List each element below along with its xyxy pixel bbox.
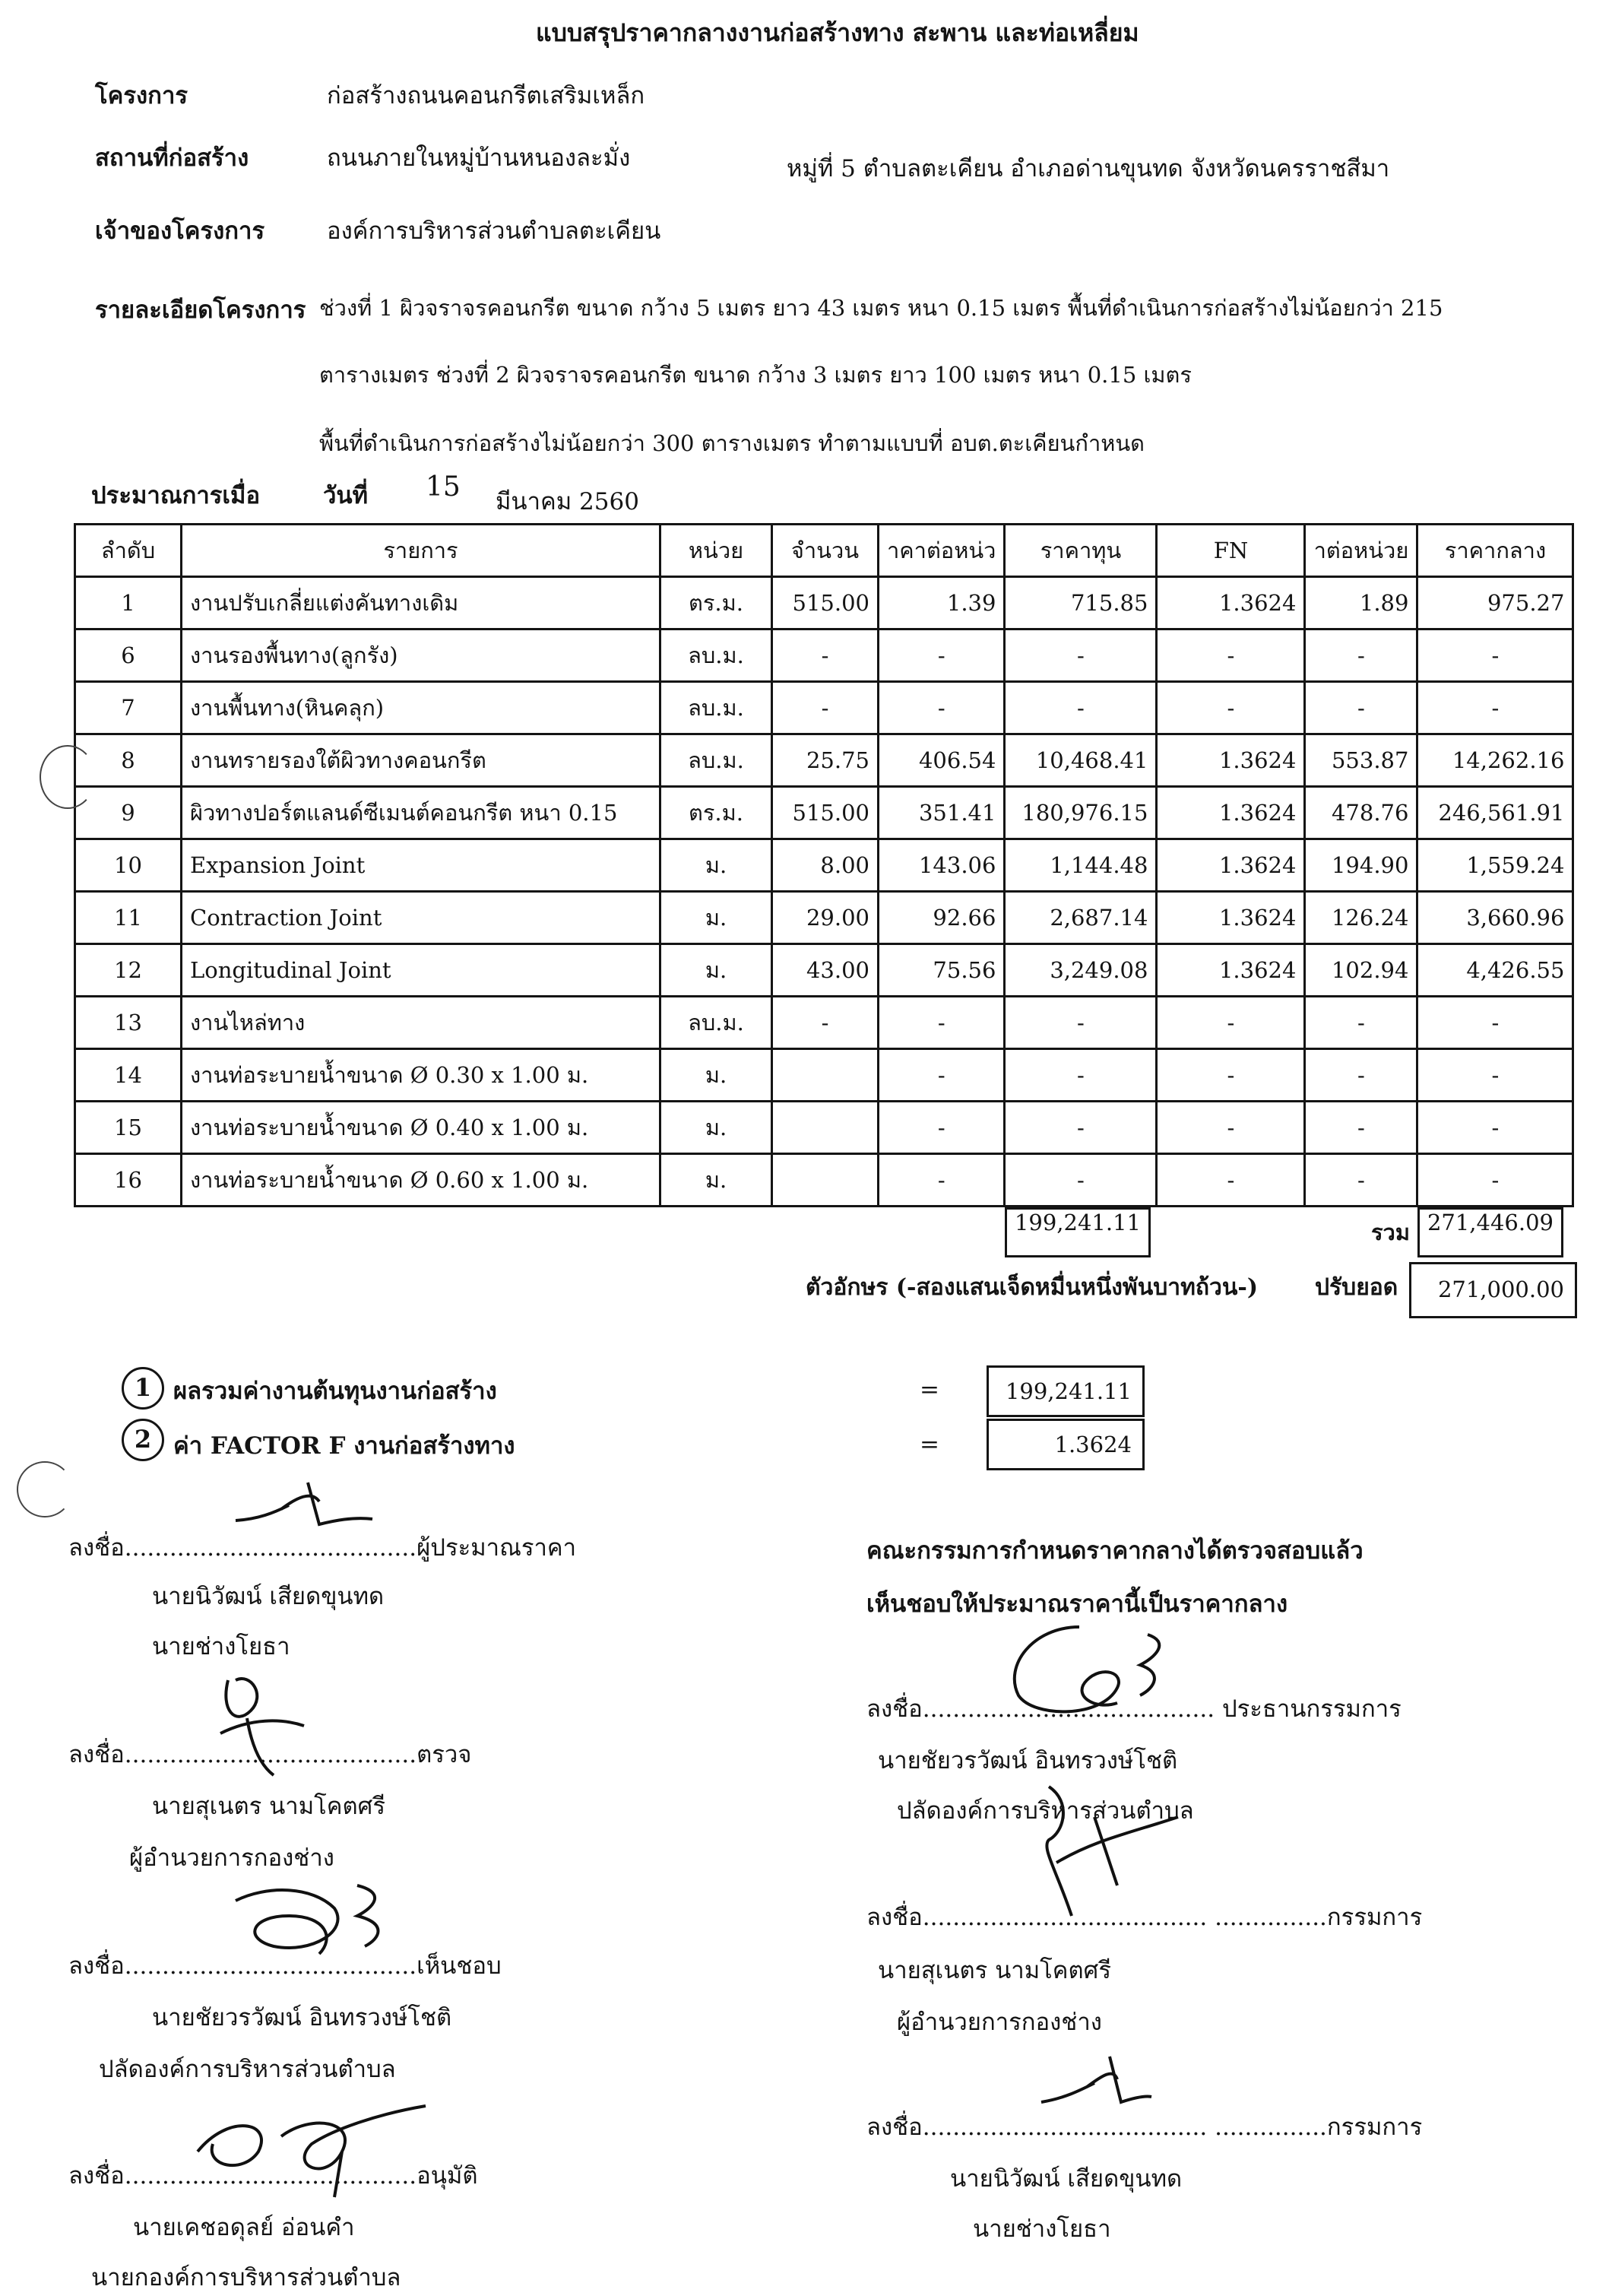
row-seq: 8 xyxy=(75,734,182,787)
handwritten-signature xyxy=(205,1665,312,1779)
row-unit-cost: - xyxy=(879,1049,1005,1102)
table-header-row xyxy=(75,525,1573,577)
row-cost: 2,687.14 xyxy=(1005,892,1157,944)
row-median-price: - xyxy=(1417,1154,1573,1207)
total-cost: 199,241.11 xyxy=(1005,1207,1151,1257)
row-median-price: 975.27 xyxy=(1417,577,1573,629)
committee-statement-2: เห็นชอบให้ประมาณราคานี้เป็นราคากลาง xyxy=(866,1590,1288,1618)
handwritten-signature xyxy=(1026,1771,1193,1923)
table-row xyxy=(75,892,1573,944)
row-median-price: 4,426.55 xyxy=(1417,944,1573,997)
header-cost: ราคาทุน xyxy=(1005,525,1157,577)
summary-item-2-value: 1.3624 xyxy=(987,1419,1145,1470)
table-row xyxy=(75,997,1573,1049)
row-unit: ม. xyxy=(660,892,772,944)
row-seq: 7 xyxy=(75,682,182,734)
header-qty: จำนวน xyxy=(772,525,879,577)
handwritten-signature xyxy=(1034,2045,1155,2114)
signer-position: ปลัดองค์การบริหารส่วนตำบล xyxy=(99,2056,396,2083)
row-median-price: 14,262.16 xyxy=(1417,734,1573,787)
row-seq: 12 xyxy=(75,944,182,997)
table-row xyxy=(75,1049,1573,1102)
row-unit-price: 553.87 xyxy=(1305,734,1417,787)
row-median-price: 246,561.91 xyxy=(1417,787,1573,839)
row-unit-price: 478.76 xyxy=(1305,787,1417,839)
row-median-price: - xyxy=(1417,1102,1573,1154)
row-cost: - xyxy=(1005,1102,1157,1154)
signature-line: ลงชื่อ.......................................ตรวจ xyxy=(68,1741,472,1768)
row-median-price: 1,559.24 xyxy=(1417,839,1573,892)
row-item: งานพื้นทาง(หินคลุก) xyxy=(182,682,660,734)
summary-item-2-number: 2 xyxy=(122,1419,164,1461)
row-fn: - xyxy=(1157,629,1305,682)
row-qty: 29.00 xyxy=(772,892,879,944)
row-fn: - xyxy=(1157,1049,1305,1102)
header-fn: FN xyxy=(1157,525,1305,577)
signer-name: นายสุเนตร นามโคตศรี xyxy=(152,1793,385,1820)
row-cost: 3,249.08 xyxy=(1005,944,1157,997)
row-unit-cost: 406.54 xyxy=(879,734,1005,787)
hole-punch-mark xyxy=(17,1461,73,1517)
row-unit: ลบ.ม. xyxy=(660,997,772,1049)
row-qty: 25.75 xyxy=(772,734,879,787)
signer-position: นายช่างโยธา xyxy=(973,2215,1111,2243)
row-cost: - xyxy=(1005,682,1157,734)
summary-item-1-value: 199,241.11 xyxy=(987,1365,1145,1417)
row-unit-cost: 1.39 xyxy=(879,577,1005,629)
row-median-price: - xyxy=(1417,682,1573,734)
row-fn: 1.3624 xyxy=(1157,787,1305,839)
row-fn: - xyxy=(1157,997,1305,1049)
header-unit-cost: าคาต่อหน่ว xyxy=(879,525,1005,577)
signer-position: ปลัดองค์การบริหารส่วนตำบล xyxy=(897,1797,1194,1825)
row-seq: 11 xyxy=(75,892,182,944)
signer-name: นายนิวัฒน์ เสียดขุนทด xyxy=(152,1583,385,1610)
estimate-month-year: มีนาคม 2560 xyxy=(496,488,639,515)
row-qty: 515.00 xyxy=(772,787,879,839)
signature-line: ลงชื่อ.......................................ผู้ประมาณราคา xyxy=(68,1534,577,1562)
row-item: งานท่อระบายน้ำขนาด Ø 0.40 x 1.00 ม. xyxy=(182,1102,660,1154)
header-unit-price: าต่อหน่วย xyxy=(1305,525,1417,577)
row-fn: 1.3624 xyxy=(1157,734,1305,787)
rounded-amount: 271,000.00 xyxy=(1409,1262,1577,1318)
signature-line: ลงชื่อ.......................................เห็นชอบ xyxy=(68,1952,502,1980)
committee-statement-1: คณะกรรมการกำหนดราคากลางได้ตรวจสอบแล้ว xyxy=(866,1537,1364,1565)
row-fn: - xyxy=(1157,1154,1305,1207)
signer-name: นายเคชอดุลย์ อ่อนคำ xyxy=(133,2214,355,2241)
row-unit-price: - xyxy=(1305,1102,1417,1154)
signature-line: ลงชื่อ....................................... ประธานกรรมการ xyxy=(866,1695,1402,1723)
rounded-label: ปรับยอด xyxy=(1315,1274,1398,1301)
row-seq: 1 xyxy=(75,577,182,629)
row-unit-price: - xyxy=(1305,629,1417,682)
row-seq: 10 xyxy=(75,839,182,892)
row-unit-price: - xyxy=(1305,997,1417,1049)
handwritten-signature xyxy=(220,1855,418,1969)
row-cost: 715.85 xyxy=(1005,577,1157,629)
row-item: งานปรับเกลี่ยแต่งคันทางเดิม xyxy=(182,577,660,629)
handwritten-signature xyxy=(182,2083,441,2205)
row-unit-cost: 143.06 xyxy=(879,839,1005,892)
row-unit: ม. xyxy=(660,1049,772,1102)
row-qty: 43.00 xyxy=(772,944,879,997)
project-name-label: โครงการ xyxy=(95,82,188,109)
project-site: ถนนภายในหมู่บ้านหนองละมั่ง xyxy=(327,144,631,172)
signer-position: นายช่างโยธา xyxy=(152,1633,290,1660)
table-row xyxy=(75,787,1573,839)
table-row xyxy=(75,944,1573,997)
estimate-date-label: ประมาณการเมื่อ xyxy=(91,482,261,509)
row-unit: ลบ.ม. xyxy=(660,734,772,787)
row-unit: ลบ.ม. xyxy=(660,682,772,734)
row-unit-price: 194.90 xyxy=(1305,839,1417,892)
header-item: รายการ xyxy=(182,525,660,577)
table-row xyxy=(75,734,1573,787)
row-unit-cost: 351.41 xyxy=(879,787,1005,839)
row-cost: - xyxy=(1005,1049,1157,1102)
row-unit-price: 126.24 xyxy=(1305,892,1417,944)
summary-item-1-label: ผลรวมค่างานต้นทุนงานก่อสร้าง xyxy=(173,1378,497,1405)
row-unit-price: 1.89 xyxy=(1305,577,1417,629)
table-row xyxy=(75,1102,1573,1154)
row-unit-cost: 92.66 xyxy=(879,892,1005,944)
row-fn: 1.3624 xyxy=(1157,944,1305,997)
row-unit: ม. xyxy=(660,944,772,997)
row-cost: - xyxy=(1005,1154,1157,1207)
row-median-price: - xyxy=(1417,997,1573,1049)
row-unit-cost: - xyxy=(879,629,1005,682)
row-item: Longitudinal Joint xyxy=(182,944,660,997)
row-unit: ตร.ม. xyxy=(660,787,772,839)
row-qty: - xyxy=(772,629,879,682)
row-unit-price: - xyxy=(1305,1154,1417,1207)
row-seq: 14 xyxy=(75,1049,182,1102)
row-qty xyxy=(772,1154,879,1207)
table-row xyxy=(75,629,1573,682)
row-unit-cost: - xyxy=(879,1102,1005,1154)
header-seq: ลำดับ xyxy=(75,525,182,577)
summary-item-2-eq: = xyxy=(920,1431,939,1458)
project-owner-label: เจ้าของโครงการ xyxy=(95,217,265,245)
signature-line: ลงชื่อ...................................... ...............กรรมการ xyxy=(866,2114,1423,2141)
row-unit-cost: 75.56 xyxy=(879,944,1005,997)
row-median-price: - xyxy=(1417,629,1573,682)
row-qty: 515.00 xyxy=(772,577,879,629)
project-detail-line3: พื้นที่ดำเนินการก่อสร้างไม่น้อยกว่า 300 ตารางเมตร ทำตามแบบที่ อบต.ตะเคียนกำหนด xyxy=(319,430,1145,456)
project-site-label: สถานที่ก่อสร้าง xyxy=(95,144,249,172)
row-cost: - xyxy=(1005,997,1157,1049)
summary-item-1-eq: = xyxy=(920,1376,939,1403)
row-item: Expansion Joint xyxy=(182,839,660,892)
row-unit-cost: - xyxy=(879,997,1005,1049)
summary-item-2-label: ค่า FACTOR F งานก่อสร้างทาง xyxy=(173,1432,515,1460)
row-fn: 1.3624 xyxy=(1157,577,1305,629)
row-fn: - xyxy=(1157,1102,1305,1154)
row-unit-cost: - xyxy=(879,1154,1005,1207)
project-site-detail: หมู่ที่ 5 ตำบลตะเคียน อำเภอด่านขุนทด จังหวัดนครราชสีมา xyxy=(787,155,1390,182)
document-title: แบบสรุปราคากลางงานก่อสร้างทาง สะพาน และท่อเหลี่ยม xyxy=(536,18,1139,47)
table-row xyxy=(75,577,1573,629)
row-item: Contraction Joint xyxy=(182,892,660,944)
row-fn: 1.3624 xyxy=(1157,839,1305,892)
signer-position: ผู้อำนวยการกองช่าง xyxy=(897,2009,1102,2036)
signature-line: ลงชื่อ.......................................อนุมัติ xyxy=(68,2162,478,2190)
row-cost: 180,976.15 xyxy=(1005,787,1157,839)
project-detail-line2: ตารางเมตร ช่วงที่ 2 ผิวจราจรคอนกรีต ขนาด กว้าง 3 เมตร ยาว 100 เมตร หนา 0.15 เมตร xyxy=(319,362,1192,388)
row-cost: 1,144.48 xyxy=(1005,839,1157,892)
row-qty: - xyxy=(772,997,879,1049)
row-fn: 1.3624 xyxy=(1157,892,1305,944)
header-unit: หน่วย xyxy=(660,525,772,577)
table-row xyxy=(75,1154,1573,1207)
handwritten-signature xyxy=(228,1475,380,1536)
header-median-price: ราคากลาง xyxy=(1417,525,1573,577)
row-median-price: 3,660.96 xyxy=(1417,892,1573,944)
summary-item-1-number: 1 xyxy=(122,1367,164,1410)
row-seq: 6 xyxy=(75,629,182,682)
row-unit-price: - xyxy=(1305,1049,1417,1102)
estimate-day-label: วันที่ xyxy=(323,482,369,509)
signer-position: นายกองค์การบริหารส่วนตำบล xyxy=(91,2264,401,2291)
row-item: งานทรายรองใต้ผิวทางคอนกรีต xyxy=(182,734,660,787)
signer-name: นายชัยวรวัฒน์ อินทรวงษ์โชติ xyxy=(878,1747,1178,1774)
signer-name: นายนิวัฒน์ เสียดขุนทด xyxy=(950,2165,1183,2193)
row-unit-price: - xyxy=(1305,682,1417,734)
project-owner: องค์การบริหารส่วนตำบลตะเคียน xyxy=(327,217,661,245)
total-label: รวม xyxy=(1370,1219,1410,1245)
row-item: งานท่อระบายน้ำขนาด Ø 0.60 x 1.00 ม. xyxy=(182,1154,660,1207)
hole-punch-mark xyxy=(40,745,96,809)
row-qty: - xyxy=(772,682,879,734)
row-seq: 13 xyxy=(75,997,182,1049)
row-cost: - xyxy=(1005,629,1157,682)
row-item: งานไหล่ทาง xyxy=(182,997,660,1049)
row-qty xyxy=(772,1102,879,1154)
table-row xyxy=(75,682,1573,734)
row-unit: ตร.ม. xyxy=(660,577,772,629)
row-unit: ม. xyxy=(660,1102,772,1154)
handwritten-signature xyxy=(988,1612,1216,1733)
row-item: ผิวทางปอร์ตแลนด์ซีเมนต์คอนกรีต หนา 0.15 xyxy=(182,787,660,839)
estimate-day: 15 xyxy=(426,471,461,503)
signer-name: นายชัยวรวัฒน์ อินทรวงษ์โชติ xyxy=(152,2004,452,2031)
row-unit: ลบ.ม. xyxy=(660,629,772,682)
row-item: งานรองพื้นทาง(ลูกรัง) xyxy=(182,629,660,682)
row-item: งานท่อระบายน้ำขนาด Ø 0.30 x 1.00 ม. xyxy=(182,1049,660,1102)
row-cost: 10,468.41 xyxy=(1005,734,1157,787)
row-unit: ม. xyxy=(660,1154,772,1207)
cost-table xyxy=(74,523,1574,1257)
row-unit-cost: - xyxy=(879,682,1005,734)
table-row xyxy=(75,839,1573,892)
signer-name: นายสุเนตร นามโคตศรี xyxy=(878,1957,1111,1984)
row-seq: 16 xyxy=(75,1154,182,1207)
project-detail-label: รายละเอียดโครงการ xyxy=(95,297,306,324)
row-seq: 15 xyxy=(75,1102,182,1154)
row-seq: 9 xyxy=(75,787,182,839)
signature-line: ลงชื่อ...................................... ...............กรรมการ xyxy=(866,1904,1423,1931)
table-total-row xyxy=(75,1207,1573,1258)
total-price: 271,446.09 xyxy=(1417,1207,1563,1257)
row-unit: ม. xyxy=(660,839,772,892)
signer-position: ผู้อำนวยการกองช่าง xyxy=(129,1844,334,1872)
project-name: ก่อสร้างถนนคอนกรีตเสริมเหล็ก xyxy=(327,82,645,109)
row-qty: 8.00 xyxy=(772,839,879,892)
amount-in-words: ตัวอักษร (-สองแสนเจ็ดหมื่นหนึ่งพันบาทถ้วน-) xyxy=(806,1274,1259,1301)
row-qty xyxy=(772,1049,879,1102)
row-unit-price: 102.94 xyxy=(1305,944,1417,997)
row-fn: - xyxy=(1157,682,1305,734)
project-detail-line1: ช่วงที่ 1 ผิวจราจรคอนกรีต ขนาด กว้าง 5 เมตร ยาว 43 เมตร หนา 0.15 เมตร พื้นที่ดำเนินการก่อสร้างไม่น้อยกว่า 215 xyxy=(319,295,1443,321)
row-median-price: - xyxy=(1417,1049,1573,1102)
